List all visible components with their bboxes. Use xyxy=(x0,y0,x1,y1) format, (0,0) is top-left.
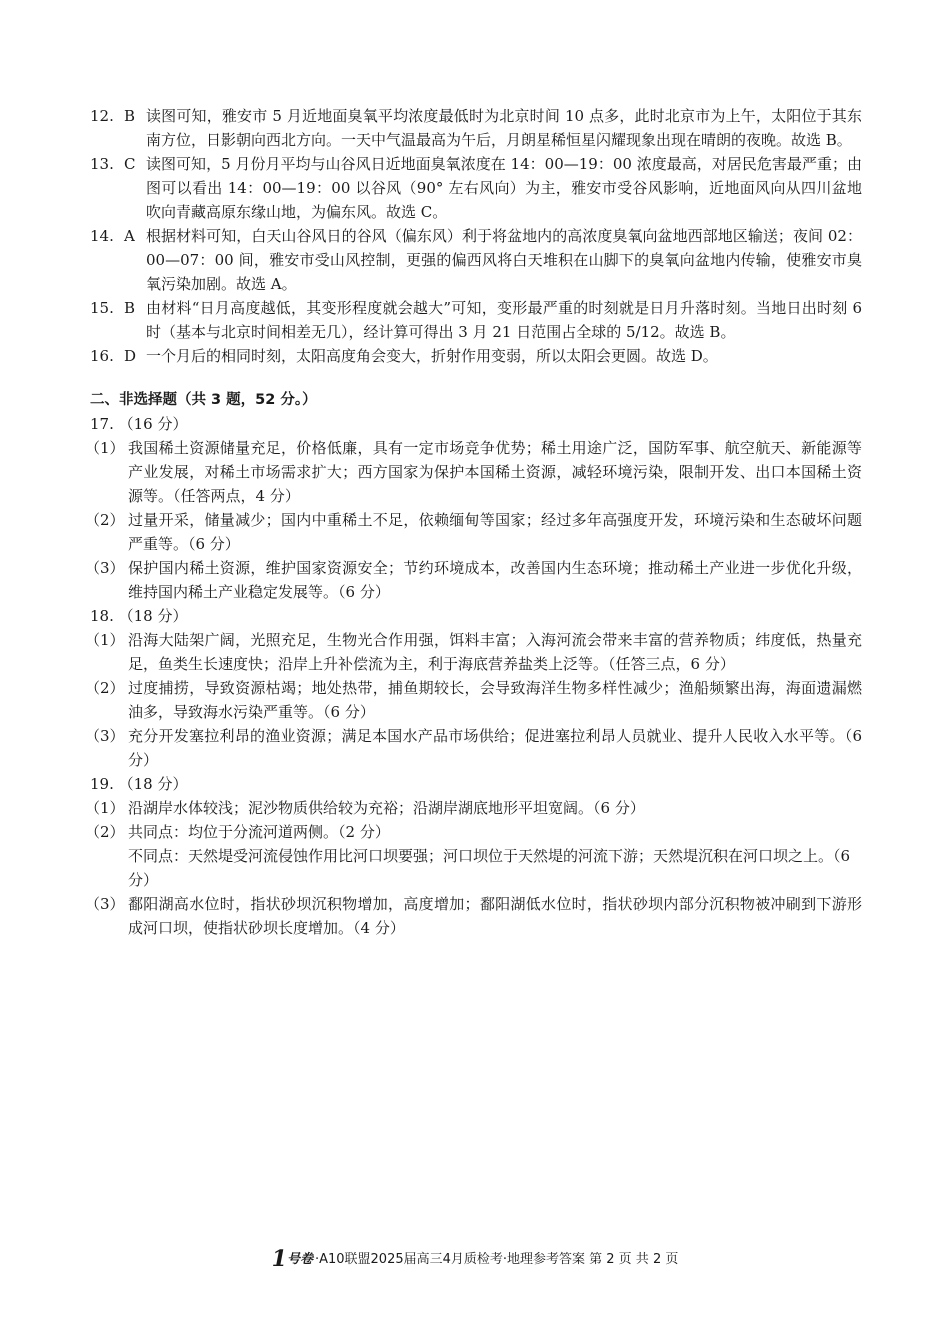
page-footer xyxy=(0,1246,950,1272)
footer-text: ·A10联盟2025届高三4月质检考·地理参考答案 第 2 页 共 2 页 xyxy=(314,1252,679,1267)
sub-label: （3） xyxy=(85,727,125,745)
sub-answer xyxy=(85,628,862,676)
question-heading: 18. （18 分） xyxy=(90,607,188,625)
answer-key: D xyxy=(124,347,137,365)
sub-text: 沿湖岸水体较浅；泥沙物质供给较为充裕；沿湖岸湖底地形平坦宽阔。（6 分） xyxy=(128,799,645,817)
sub-text: 鄱阳湖高水位时，指状砂坝沉积物增加，高度增加；鄱阳湖低水位时，指状砂坝内部分沉积物被冲刷到下游形成河口坝，使指状砂坝长度增加。（4 分） xyxy=(128,895,862,937)
sub-label: （3） xyxy=(85,559,125,577)
sub-label: （2） xyxy=(85,511,125,529)
answer-sheet xyxy=(85,104,862,940)
answer-number: 12. xyxy=(90,107,114,125)
question-18 xyxy=(85,604,862,772)
answer-item xyxy=(90,224,862,296)
sub-label: （1） xyxy=(85,799,125,817)
question-heading: 17. （16 分） xyxy=(90,415,188,433)
sub-answer xyxy=(85,724,862,772)
answer-key: A xyxy=(124,227,135,245)
question-17 xyxy=(85,412,862,604)
answer-item xyxy=(90,344,862,368)
answer-explanation: 根据材料可知，白天山谷风日的谷风（偏东风）利于将盆地内的高浓度臭氧向盆地西部地区输送；夜间 02：00—07：00 间，雅安市受山风控制，更强的偏西风将白天堆积在山脚下的臭氧向盆地内传输，使雅安市臭氧污染加剧。故选 A。 xyxy=(146,227,862,293)
sub-text: 充分开发塞拉利昂的渔业资源；满足本国水产品市场供给；促进塞拉利昂人员就业、提升人民收入水平等。（6 分） xyxy=(128,727,862,769)
sub-text: 共同点：均位于分流河道两侧。（2 分） xyxy=(128,823,390,841)
choice-answers xyxy=(90,104,862,368)
sub-label: （1） xyxy=(85,631,125,649)
answer-item xyxy=(90,152,862,224)
sub-text-continuation: 不同点：天然堤受河流侵蚀作用比河口坝要强；河口坝位于天然堤的河流下游；天然堤沉积在河口坝之上。（6 分） xyxy=(128,847,851,889)
sub-answer xyxy=(85,436,862,508)
logo-mark: 1 xyxy=(271,1246,287,1272)
section-title: 二、非选择题（共 3 题，52 分。） xyxy=(90,392,317,408)
sub-answer xyxy=(85,676,862,724)
sub-text: 过量开采，储量减少；国内中重稀土不足，依赖缅甸等国家；经过多年高强度开发，环境污染和生态破坏问题严重等。（6 分） xyxy=(128,511,862,553)
question-heading: 19. （18 分） xyxy=(90,775,188,793)
answer-key: B xyxy=(124,107,136,125)
sub-text: 保护国内稀土资源，维护国家资源安全；节约环境成本，改善国内生态环境；推动稀土产业进一步优化升级，维持国内稀土产业稳定发展等。（6 分） xyxy=(128,559,862,601)
answer-number: 14. xyxy=(90,227,114,245)
answer-key: B xyxy=(124,299,136,317)
question-19 xyxy=(85,772,862,940)
logo-text: 号卷 xyxy=(286,1252,313,1267)
answer-explanation: 读图可知，5 月份月平均与山谷风日近地面臭氧浓度在 14：00—19：00 浓度最高，对居民危害最严重；由图可以看出 14：00—19：00 以谷风（90° 左右风向）为主，雅安市受谷风影响，近地面风向从四川盆地吹向青藏高原东缘山地，为偏东风。故选 C。 xyxy=(146,155,862,221)
sub-answer xyxy=(85,892,862,940)
sub-answer xyxy=(85,820,862,844)
sub-label: （2） xyxy=(85,679,125,697)
sub-text: 我国稀土资源储量充足，价格低廉，具有一定市场竞争优势；稀土用途广泛，国防军事、航空航天、新能源等产业发展，对稀土市场需求扩大；西方国家为保护本国稀土资源，减轻环境污染，限制开发、出口本国稀土资源等。（任答两点，4 分） xyxy=(128,439,862,505)
sub-label: （3） xyxy=(85,895,125,913)
answer-item xyxy=(90,104,862,152)
sub-label: （2） xyxy=(85,823,125,841)
answer-explanation: 由材料“日月高度越低，其变形程度就会越大”可知，变形最严重的时刻就是日月升落时刻。当地日出时刻 6 时（基本与北京时间相差无几），经计算可得出 3 月 21 日范围占全球的 5/12。故选 B。 xyxy=(146,299,862,341)
answer-number: 16. xyxy=(90,347,114,365)
sub-answer xyxy=(85,508,862,556)
sub-label: （1） xyxy=(85,439,125,457)
answer-explanation: 读图可知，雅安市 5 月近地面臭氧平均浓度最低时为北京时间 10 点多，此时北京市为上午，太阳位于其东南方位，日影朝向西北方向。一天中气温最高为午后，月朗星稀恒星闪耀现象出现在晴朗的夜晚。故选 B。 xyxy=(146,107,862,149)
answer-key: C xyxy=(124,155,136,173)
answer-explanation: 一个月后的相同时刻，太阳高度角会变大，折射作用变弱，所以太阳会更圆。故选 D。 xyxy=(146,347,718,365)
sub-text: 沿海大陆架广阔，光照充足，生物光合作用强，饵料丰富；入海河流会带来丰富的营养物质；纬度低，热量充足，鱼类生长速度快；沿岸上升补偿流为主，利于海底营养盐类上泛等。（任答三点，6 分） xyxy=(128,631,862,673)
sub-answer xyxy=(85,556,862,604)
answer-number: 13. xyxy=(90,155,114,173)
sub-text: 过度捕捞，导致资源枯竭；地处热带，捕鱼期较长，会导致海洋生物多样性减少；渔船频繁出海，海面遗漏燃油多，导致海水污染严重等。（6 分） xyxy=(128,679,862,721)
answer-item xyxy=(90,296,862,344)
sub-answer xyxy=(85,796,862,820)
answer-number: 15. xyxy=(90,299,114,317)
